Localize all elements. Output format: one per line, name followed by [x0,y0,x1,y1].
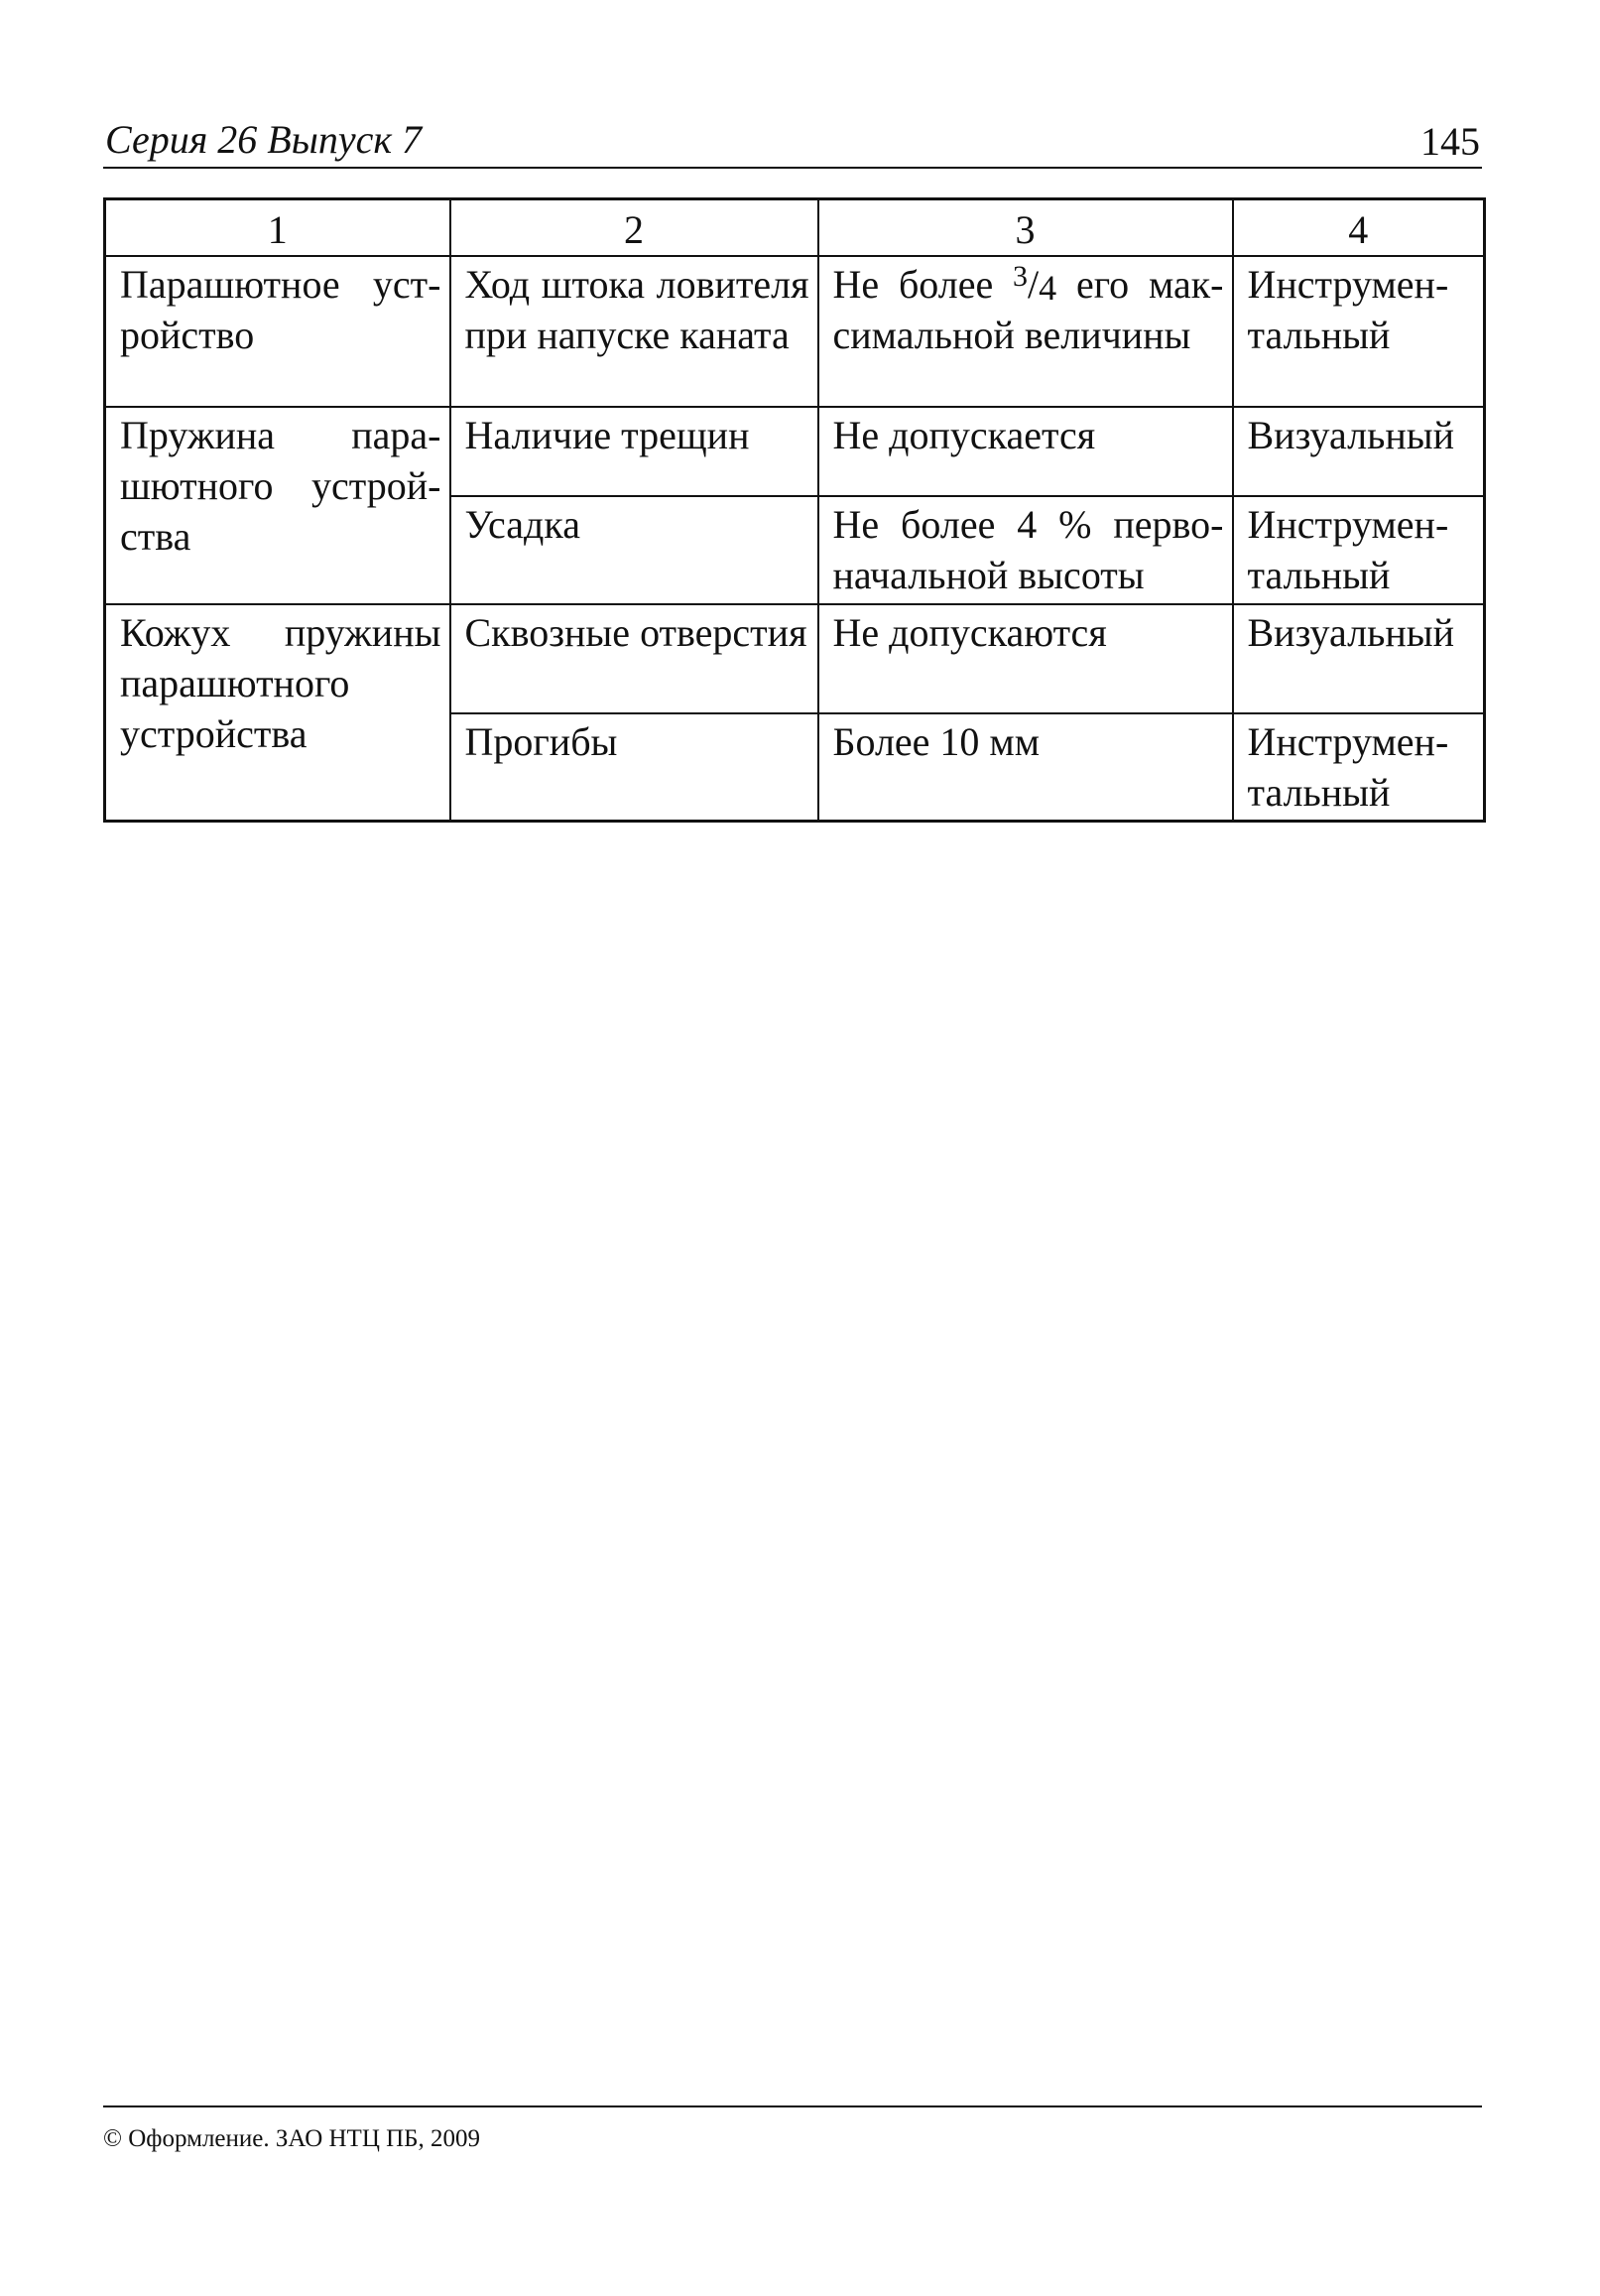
column-number-2: 2 [450,199,818,257]
method-cell: Визуальный [1233,604,1485,713]
element-cell: Парашютное устройство [105,256,450,407]
limit-suffix: его максимальной величины [832,262,1224,357]
defect-cell: Наличие трещин [450,407,818,496]
column-number-4: 4 [1233,199,1485,257]
defect-cell: Усадка [450,496,818,604]
footer-copyright: © Оформление. ЗАО НТЦ ПБ, 2009 [103,2125,481,2152]
limit-prefix: Не более [832,262,1014,307]
table-row [105,407,1485,496]
table-row [105,604,1485,713]
method-cell: Инструментальный [1233,713,1485,822]
limit-cell: Не допускаются [818,604,1233,713]
column-number-1: 1 [105,199,450,257]
inspection-table [103,197,1486,823]
fraction: $^3/_4$ [1013,260,1057,308]
fraction-denominator: 4 [1039,268,1057,308]
defect-cell: Прогибы [450,713,818,822]
method-cell: Инструментальный [1233,496,1485,604]
footer-divider [103,2105,1482,2107]
defect-cell: Ход штока ловителя при напуске каната [450,256,818,407]
element-cell: Кожух пружины парашютного устройства [105,604,450,822]
table-row [105,256,1485,407]
page-header [103,117,1482,169]
method-cell: Инструментальный [1233,256,1485,407]
limit-cell [818,256,1233,407]
series-title: Серия 26 Выпуск 7 [105,117,423,162]
fraction-numerator: 3 [1013,260,1029,293]
defect-cell: Сквозные отверстия [450,604,818,713]
column-number-3: 3 [818,199,1233,257]
element-cell: Пружина парашютного устройства [105,407,450,604]
limit-cell: Не более 4 % первоначальной высоты [818,496,1233,604]
limit-cell: Не допускается [818,407,1233,496]
limit-cell: Более 10 мм [818,713,1233,822]
method-cell: Визуальный [1233,407,1485,496]
page-number: 145 [1420,119,1480,164]
table-header-row [105,199,1485,257]
